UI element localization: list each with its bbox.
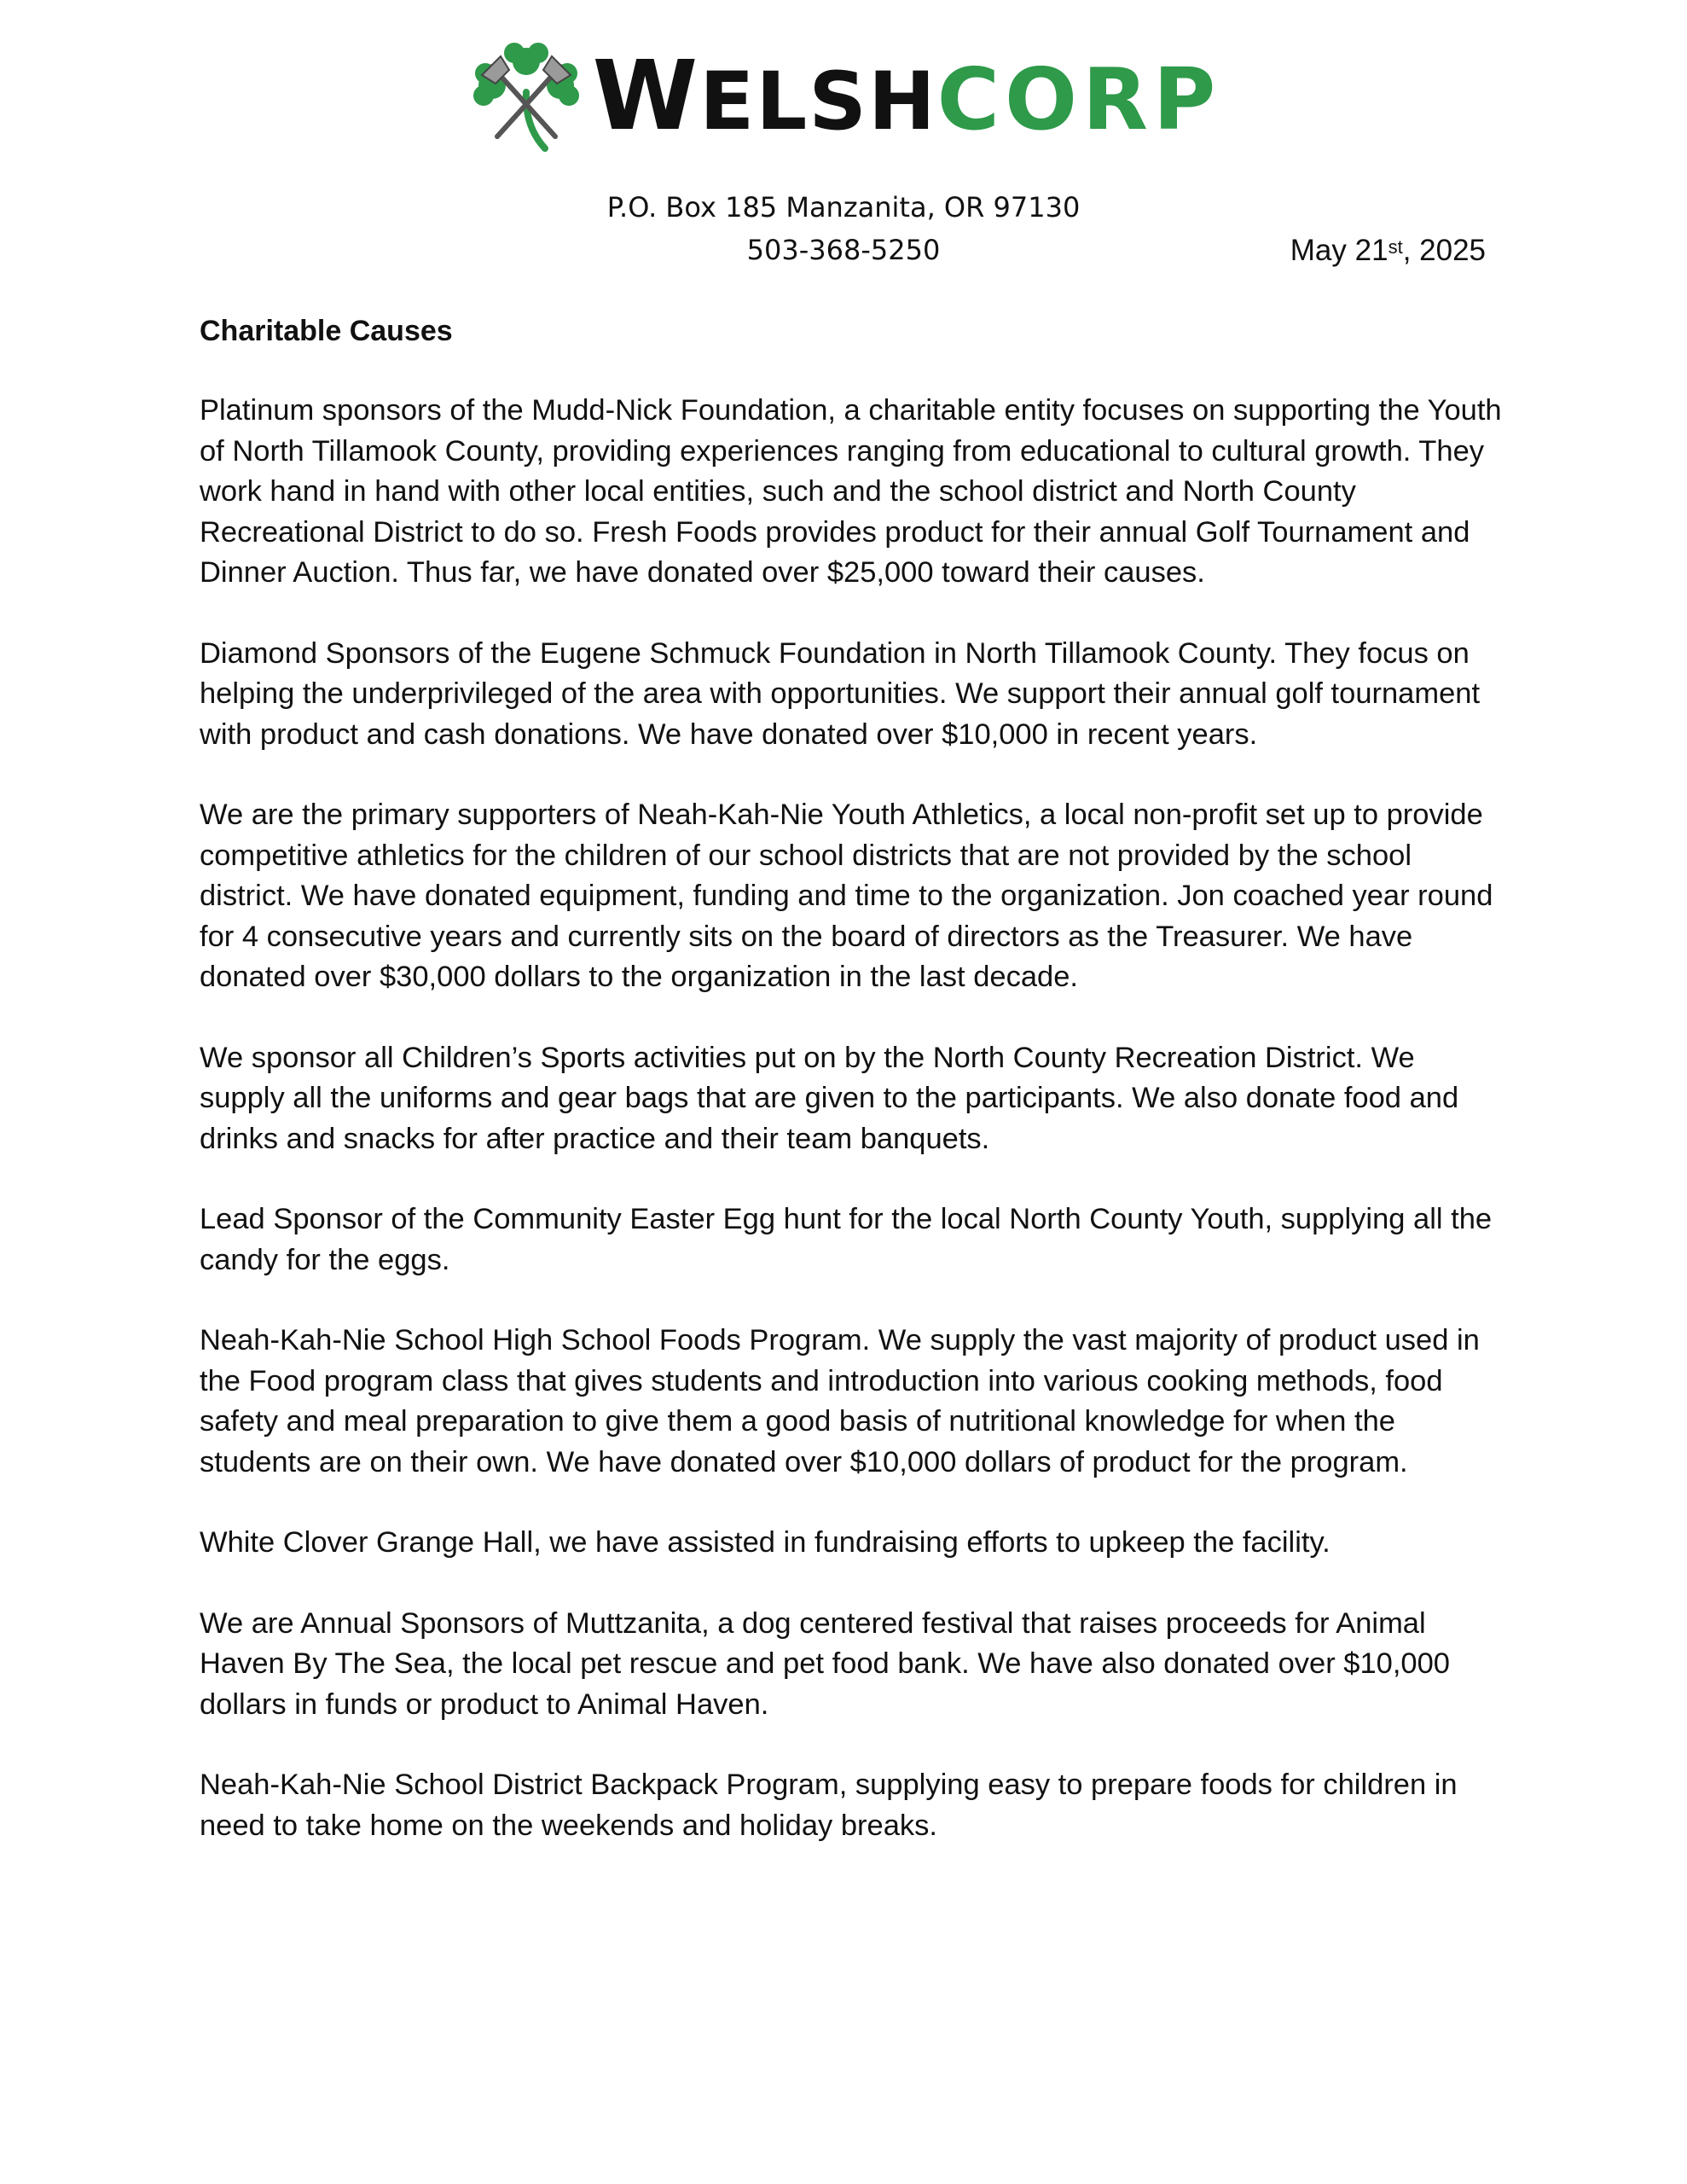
paragraph-muttzanita: We are Annual Sponsors of Muttzanita, a dog centered festival that raises proceeds for Animal Haven By The Sea, the local pet rescue and pet food bank. We have also donated over $10,000 dollars in funds or product to Animal Haven. — [200, 1606, 1450, 1721]
paragraph-grange-hall: White Clover Grange Hall, we have assisted in fundraising efforts to upkeep the facility. — [200, 1526, 1330, 1559]
address-line: P.O. Box 185 Manzanita, OR 97130 — [606, 191, 1081, 224]
paragraph-childrens-sports: We sponsor all Children’s Sports activities put on by the North County Recreation District. We supply all the uniforms and gear bags that are given to the participants. We also donate food and drinks and snacks for after practice and their team banquets. — [200, 1041, 1459, 1155]
paragraph-backpack-program: Neah-Kah-Nie School District Backpack Program, supplying easy to prepare foods for children in need to take home on the weekends and holiday breaks. — [200, 1769, 1458, 1842]
paragraph-easter-egg-hunt: Lead Sponsor of the Community Easter Egg hunt for the local North County Youth, supplying all the candy for the eggs. — [200, 1203, 1493, 1276]
phone-number: 503-368-5250 — [746, 234, 941, 266]
letter-body — [200, 311, 1504, 1886]
paragraph-mudd-nick: Platinum sponsors of the Mudd-Nick Foundation, a charitable entity focuses on supporting the Youth of North Tillamook County, providing experiences ranging from educational to cultural growth. They work hand in hand with other local entities, such and the school district and North County Recreational District to do so. Fresh Foods provides product for their annual Golf Tournament and Dinner Auction. Thus far, we have donated over $25,000 toward their causes. — [200, 394, 1502, 589]
section-title: Charitable Causes — [200, 315, 453, 347]
paragraph-youth-athletics: We are the primary supporters of Neah-Kah-Nie Youth Athletics, a local non-profit set up to provide competitive athletics for the children of our school districts that are not provided by the school district. We have donated equipment, funding and time to the organization. Jon coached year round for 4 consecutive years and currently sits on the board of directors as the Treasurer. We have donated over $30,000 dollars to the organization in the last decade. — [200, 799, 1493, 993]
shamrock-crossed-axes-icon — [467, 41, 586, 152]
paragraph-foods-program: Neah-Kah-Nie School High School Foods Program. We supply the vast majority of product used in the Food program class that gives students and introduction into various cooking methods, food safety and meal preparation to give them a good basis of nutritional knowledge for when the students are on their own. We have donated over $10,000 dollars of product for the program. — [200, 1324, 1480, 1478]
letter-date: May 21st, 2025 — [1290, 234, 1486, 267]
paragraph-schmuck-foundation: Diamond Sponsors of the Eugene Schmuck Foundation in North Tillamook County. They focus on helping the underprivileged of the area with opportunities. We support their annual golf tournament with product and cash donations. We have donated over $10,000 in recent years. — [200, 636, 1481, 751]
company-wordmark: WELSHCORP — [592, 41, 1221, 152]
logo — [0, 41, 1687, 152]
